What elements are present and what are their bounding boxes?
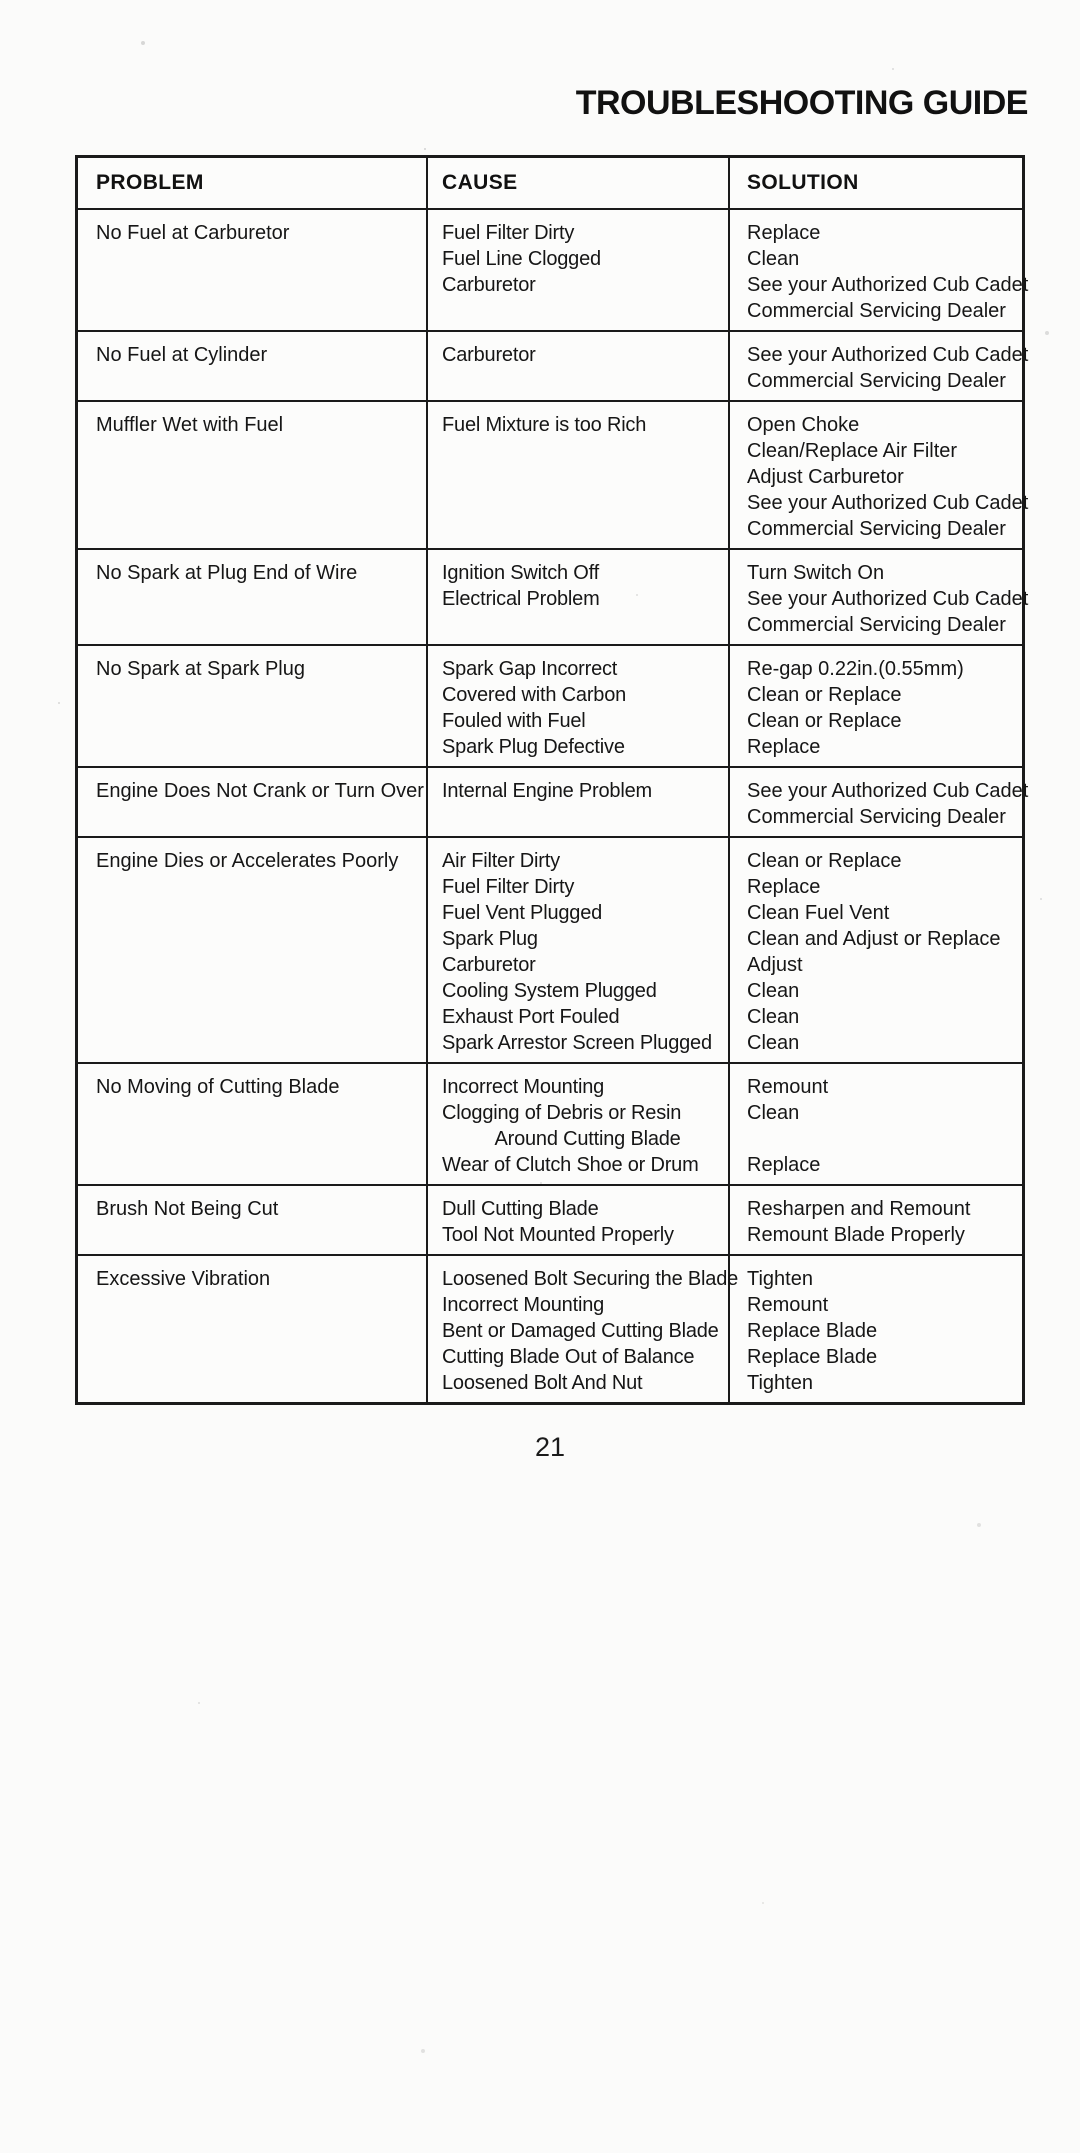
cause-cell (428, 210, 730, 330)
problem-cell (78, 1256, 428, 1402)
cell-line: Turn Switch On (747, 562, 885, 584)
cell-line: Clogging of Debris or Resin (442, 1102, 682, 1124)
solution-cell (730, 402, 1029, 548)
solution-column-header: SOLUTION (747, 171, 859, 194)
table-rows (78, 208, 1029, 1402)
problem-cell (78, 402, 428, 548)
cell-line: Spark Plug Defective (442, 736, 625, 758)
cause-cell (428, 1064, 730, 1184)
cell-line: Replace (747, 876, 821, 898)
problem-cell (78, 550, 428, 644)
cell-line: Commercial Servicing Dealer (747, 518, 1006, 540)
cell-line: No Moving of Cutting Blade (96, 1076, 340, 1098)
cell-line: Tighten (747, 1372, 813, 1394)
table-row (78, 1062, 1022, 1184)
page-number: 21 (534, 1432, 566, 1462)
cell-line: Clean and Adjust or Replace (747, 928, 1001, 950)
cell-line: Fouled with Fuel (442, 710, 586, 732)
solution-cell (730, 1064, 1022, 1184)
problem-cell (78, 1186, 428, 1254)
cell-line: Around Cutting Blade (442, 1128, 681, 1150)
cell-line: Internal Engine Problem (442, 780, 652, 802)
cause-cell (428, 1186, 730, 1254)
cell-line: Remount (747, 1076, 829, 1098)
cell-line: Wear of Clutch Shoe or Drum (442, 1154, 699, 1176)
cell-line: Exhaust Port Fouled (442, 1006, 620, 1028)
solution-cell (730, 1256, 1022, 1402)
table-row (78, 1184, 1022, 1254)
cell-line: Loosened Bolt Securing the Blade (442, 1268, 739, 1290)
cause-cell (428, 332, 730, 400)
cell-line: Spark Gap Incorrect (442, 658, 618, 680)
cell-line: Carburetor (442, 274, 536, 296)
cell-line: Cooling System Plugged (442, 980, 657, 1002)
page-title: TROUBLESHOOTING GUIDE (575, 84, 1028, 122)
problem-cell (78, 646, 428, 766)
cell-line: Bent or Damaged Cutting Blade (442, 1320, 719, 1342)
cell-line: Clean/Replace Air Filter (747, 440, 958, 462)
cell-line: Adjust (747, 954, 803, 976)
cell-line: Clean (747, 248, 800, 270)
cell-line: Commercial Servicing Dealer (747, 614, 1006, 636)
table-row (78, 644, 1022, 766)
cell-line: See your Authorized Cub Cadet (747, 492, 1029, 514)
cell-line: Excessive Vibration (96, 1268, 271, 1290)
solution-cell (730, 646, 1022, 766)
cell-line: Air Filter Dirty (442, 850, 560, 872)
cell-line: Commercial Servicing Dealer (747, 806, 1006, 828)
cell-line: Clean or Replace (747, 710, 902, 732)
cell-line: Carburetor (442, 344, 536, 366)
cause-cell (428, 646, 730, 766)
cell-line: Commercial Servicing Dealer (747, 370, 1006, 392)
cell-line: Re-gap 0.22in.(0.55mm) (747, 658, 964, 680)
cell-line: Clean (747, 1032, 800, 1054)
cell-line: Replace Blade (747, 1320, 878, 1342)
cell-line: Clean (747, 980, 800, 1002)
cell-line: No Fuel at Carburetor (96, 222, 290, 244)
cell-line: Replace (747, 736, 821, 758)
solution-cell (730, 210, 1029, 330)
table-row (78, 836, 1022, 1062)
solution-cell (730, 768, 1029, 836)
cause-cell (428, 768, 730, 836)
cell-line: See your Authorized Cub Cadet (747, 274, 1029, 296)
cause-column-header: CAUSE (428, 158, 730, 208)
cell-line: Covered with Carbon (442, 684, 627, 706)
cell-line: Spark Arrestor Screen Plugged (442, 1032, 712, 1054)
cell-line: Open Choke (747, 414, 860, 436)
table-row (78, 766, 1029, 836)
cell-line: See your Authorized Cub Cadet (747, 780, 1029, 802)
cell-line: Muffler Wet with Fuel (96, 414, 284, 436)
cell-line: No Spark at Plug End of Wire (96, 562, 358, 584)
problem-cell (78, 1064, 428, 1184)
cell-line: Ignition Switch Off (442, 562, 600, 584)
cell-line: No Spark at Spark Plug (96, 658, 305, 680)
table-row (78, 400, 1029, 548)
cause-cell (428, 402, 730, 548)
cell-line: Remount (747, 1294, 829, 1316)
cell-line: Clean (747, 1006, 800, 1028)
cell-line: Engine Does Not Crank or Turn Over (96, 780, 424, 802)
table-header-row (78, 158, 1022, 208)
cell-line: Replace Blade (747, 1346, 878, 1368)
cell-line: Tighten (747, 1268, 813, 1290)
cause-cell (428, 838, 730, 1062)
cell-line: Commercial Servicing Dealer (747, 300, 1006, 322)
cell-line: Brush Not Being Cut (96, 1198, 279, 1220)
cell-line: Resharpen and Remount (747, 1198, 971, 1220)
cell-line: Clean or Replace (747, 684, 902, 706)
cell-line: Tool Not Mounted Properly (442, 1224, 674, 1246)
table-row (78, 208, 1029, 330)
troubleshooting-table (75, 155, 1029, 1405)
solution-cell (730, 332, 1029, 400)
problem-cell (78, 838, 428, 1062)
cell-line: Cutting Blade Out of Balance (442, 1346, 695, 1368)
cause-cell (428, 550, 730, 644)
cell-line: Spark Plug (442, 928, 538, 950)
cell-line: Loosened Bolt And Nut (442, 1372, 643, 1394)
cell-line: Clean or Replace (747, 850, 902, 872)
cell-line: See your Authorized Cub Cadet (747, 588, 1029, 610)
cell-line: Clean (747, 1102, 800, 1124)
solution-cell (730, 550, 1029, 644)
cell-line: Fuel Vent Plugged (442, 902, 603, 924)
problem-column-header: PROBLEM (78, 158, 428, 208)
cell-line: Fuel Mixture is too Rich (442, 414, 647, 436)
cell-line: Electrical Problem (442, 588, 600, 610)
cell-line: Engine Dies or Accelerates Poorly (96, 850, 399, 872)
cell-line: Carburetor (442, 954, 536, 976)
problem-cell (78, 768, 428, 836)
solution-cell (730, 1186, 1022, 1254)
solution-cell (730, 838, 1022, 1062)
cell-line: See your Authorized Cub Cadet (747, 344, 1029, 366)
cell-line: Incorrect Mounting (442, 1076, 605, 1098)
cell-line: Fuel Line Clogged (442, 248, 601, 270)
cell-line: No Fuel at Cylinder (96, 344, 268, 366)
cell-line (747, 1126, 1020, 1152)
table-row (78, 330, 1029, 400)
cell-line: Fuel Filter Dirty (442, 222, 575, 244)
table-row (78, 548, 1029, 644)
cell-line: Incorrect Mounting (442, 1294, 605, 1316)
cell-line: Remount Blade Properly (747, 1224, 965, 1246)
cell-line: Dull Cutting Blade (442, 1198, 599, 1220)
cell-line: Fuel Filter Dirty (442, 876, 575, 898)
table-row (78, 1254, 1022, 1402)
problem-cell (78, 210, 428, 330)
cell-line: Clean Fuel Vent (747, 902, 890, 924)
cell-line: Adjust Carburetor (747, 466, 904, 488)
cell-line: Replace (747, 222, 821, 244)
scan-noise (0, 0, 2, 2)
cause-cell (428, 1256, 739, 1402)
cell-line: Replace (747, 1154, 821, 1176)
problem-cell (78, 332, 428, 400)
